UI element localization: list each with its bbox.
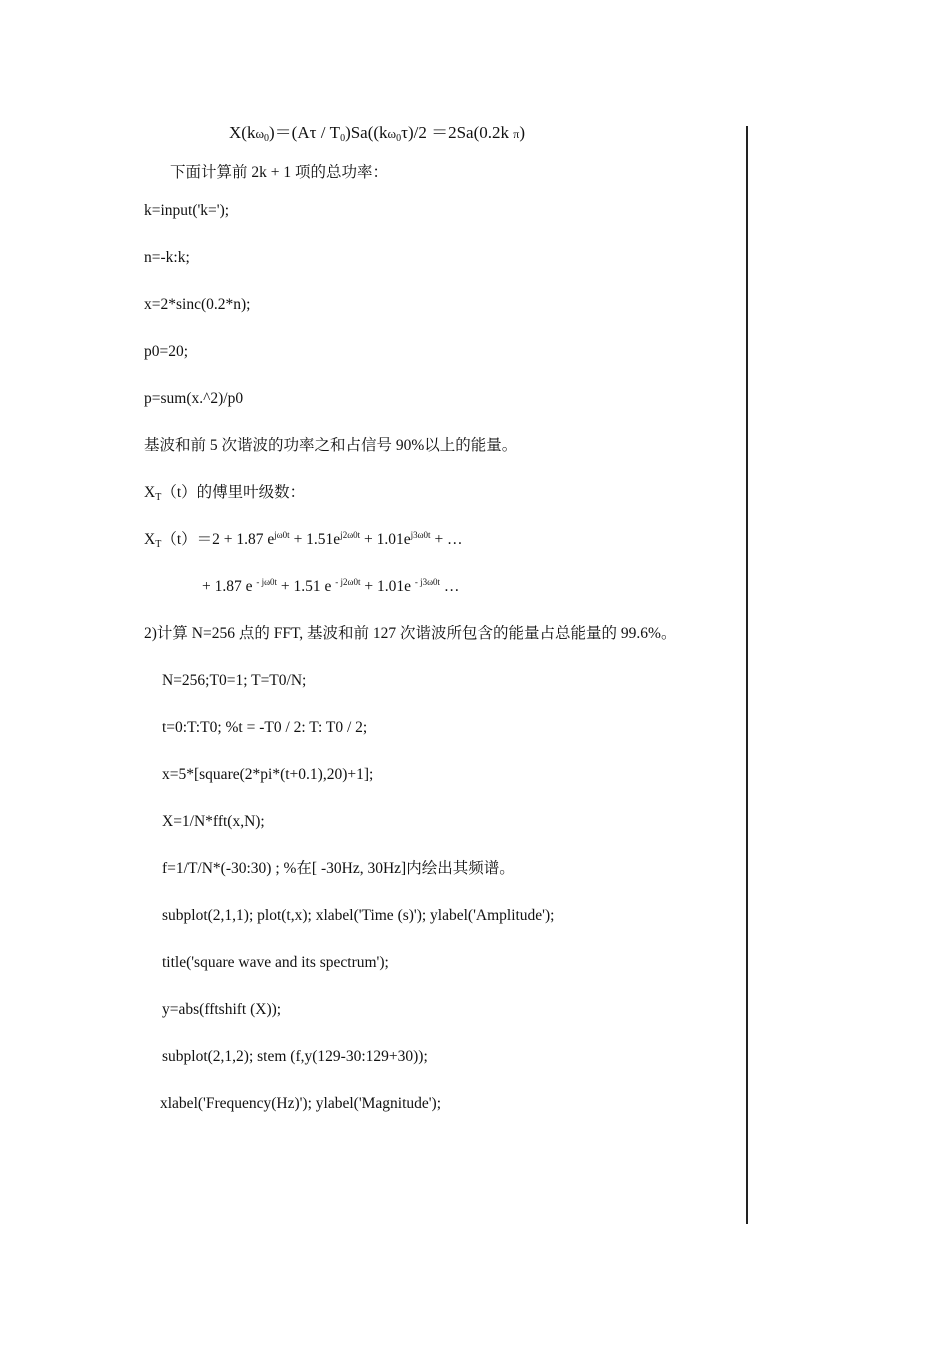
- code-line: xlabel('Frequency(Hz)'); ylabel('Magnitude');: [160, 1095, 442, 1112]
- code-line: y=abs(fftshift (X));: [162, 1001, 282, 1018]
- code-line: k=input('k=');: [144, 202, 230, 219]
- formula-line: $X(k\omega_0)=(A\tau / T_0)Sa((k\omega_0\tau)/2 =2Sa(0.2k$ π): [229, 123, 525, 144]
- intro-text: 下面计算前 2k + 1 项的总功率：: [170, 164, 388, 181]
- code-line: f=1/T/N*(-30:30) ; %在[ -30Hz, 30Hz]内绘出其频谱。: [162, 860, 515, 877]
- code-line: subplot(2,1,1); plot(t,x); xlabel('Time (s)'); ylabel('Amplitude');: [162, 907, 555, 924]
- fourier-series-line-1: $X_T(t)=2 + 1.87$ $e^{j\omega 0t} + 1.51e^{j2\omega 0t} + 1.01e^{j3\omega 0t}$ + …: [144, 530, 463, 550]
- code-line: x=5*[square(2*pi*(t+0.1),20)+1];: [162, 766, 374, 783]
- section2-heading: 2)计算 N=256 点的 FFT, 基波和前 127 次谐波所包含的能量占总能量的 99.6%。: [144, 625, 677, 642]
- result-text: 基波和前 5 次谐波的功率之和占信号 90%以上的能量。: [144, 437, 518, 454]
- fourier-intro: $X_T(t)$的傅里叶级数：: [144, 484, 306, 503]
- code-line: subplot(2,1,2); stem (f,y(129-30:129+30));: [162, 1048, 428, 1065]
- code-line: N=256;T0=1; T=T0/N;: [162, 672, 307, 689]
- vertical-margin-rule: [746, 126, 748, 1224]
- code-line: X=1/N*fft(x,N);: [162, 813, 265, 830]
- code-line: p=sum(x.^2)/p0: [144, 390, 244, 407]
- fourier-series-line-2: + 1.87 e $^{- j\omega 0t}$ + 1.51 e $^{- j2\omega 0t}$ + 1.01e $^{- j3\omega 0t}$ …: [202, 577, 460, 595]
- code-line: title('square wave and its spectrum');: [162, 954, 389, 971]
- code-line: n=-k:k;: [144, 249, 190, 266]
- code-line: t=0:T:T0; %t = -T0 / 2: T: T0 / 2;: [162, 719, 368, 736]
- code-line: p0=20;: [144, 343, 189, 360]
- code-line: x=2*sinc(0.2*n);: [144, 296, 251, 313]
